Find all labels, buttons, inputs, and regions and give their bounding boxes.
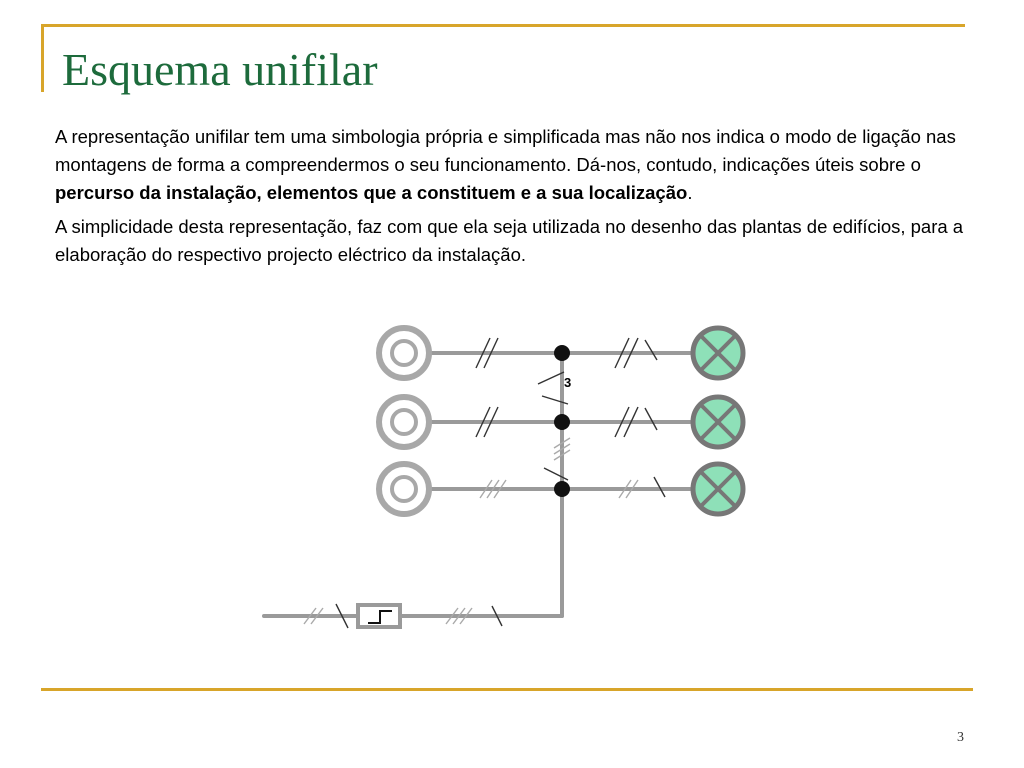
protection-device-icon: [358, 605, 400, 627]
lamp-icon: [693, 397, 743, 447]
paragraph-2: A simplicidade desta representação, faz com que ela seja utilizada no desenho das plantas de edifícios, para a elaboração do respectivo projecto eléctrico da instalação.: [55, 216, 964, 265]
lamp-icon: [693, 464, 743, 514]
slide-body: [55, 123, 970, 275]
paragraph-1-text-a: A representação unifilar tem uma simbologia própria e simplificada mas não nos indica o modo de ligação nas montagens de forma a compreendermos o seu funcionamento. Dá-nos, contudo, indicações úteis sobre o: [55, 126, 956, 175]
left-accent-line: [41, 24, 44, 92]
junction-dot: [554, 414, 570, 430]
paragraph-1-text-b: .: [687, 182, 693, 203]
paragraph-1-bold: percurso da instalação, elementos que a constituem e a sua localização: [55, 182, 688, 203]
switch-icon: [379, 328, 429, 378]
junction-dot: [554, 481, 570, 497]
single-line-diagram: [258, 322, 758, 642]
switch-icon: [379, 397, 429, 447]
paragraph-1: [55, 123, 970, 207]
bottom-accent-line: [41, 688, 973, 691]
conductor-ticks: [304, 338, 665, 628]
lamp-icon: [693, 328, 743, 378]
conductor-count-label: 3: [564, 375, 572, 390]
junction-dot: [554, 345, 570, 361]
page-number: 3: [957, 730, 964, 745]
slide-title: Esquema unifilar: [62, 44, 378, 95]
top-accent-line: [41, 24, 965, 27]
switch-icon: [379, 464, 429, 514]
